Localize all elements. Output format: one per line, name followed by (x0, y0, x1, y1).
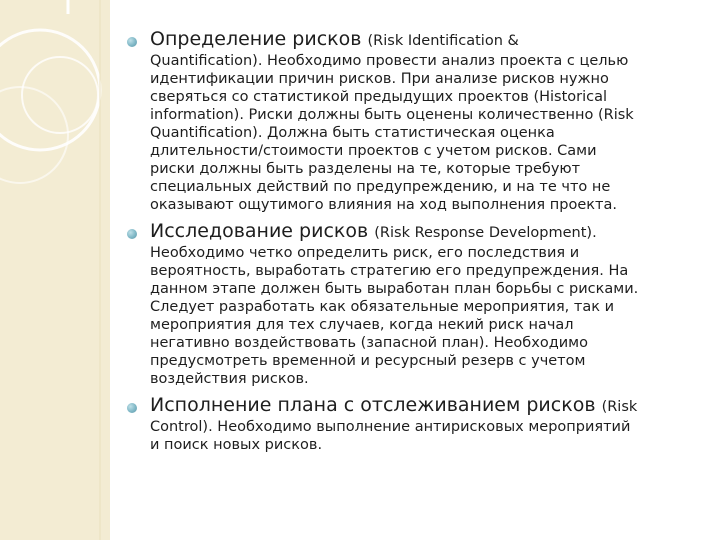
bullet-body: Control). Необходимо выполнение антирисковых мероприятий и поиск новых рисков. (150, 419, 631, 453)
bullet-risk-identification (124, 28, 704, 214)
bullet-dot-icon (127, 229, 137, 239)
slide-content (124, 28, 704, 460)
bullet-dot-icon (127, 37, 137, 47)
bullet-body: Quantification). Необходимо провести анализ проекта с целью идентификации причин рисков. При анализе рисков нужно сверяться со статистикой предыдущих проектов (Historical information). Риски должны быть оценены количественно (Risk Quantification). Должна быть статистическая оценка длительности/стоимости проектов с учетом рисков. Сами риски должны быть разделены на те, которые требуют специальных действий по предупреждению, и на те что не оказывают ощутимого влияния на ход выполнения проекта. (150, 53, 634, 213)
bullet-dot-icon (127, 403, 137, 413)
bullet-heading: Определение рисков (Risk Identification & (150, 28, 519, 50)
bullet-risk-response-development (124, 220, 704, 388)
bullet-body: Необходимо четко определить риск, его последствия и вероятность, выработать стратегию его предупреждения. На данном этапе должен быть выработан план борьбы с рисками. Следует разработать как обязательные мероприятия, так и мероприятия для тех случаев, когда некий риск начал негативно воздействовать (запасной план). Необходимо предусмотреть временной и ресурсный резерв с учетом воздействия рисков. (150, 245, 639, 387)
decorative-sidebar (0, 0, 110, 540)
bullet-heading: Исследование рисков (Risk Response Development). (150, 220, 597, 242)
decorative-circles (0, 0, 110, 540)
bullet-risk-control (124, 394, 704, 454)
bullet-heading: Исполнение плана с отслеживанием рисков (Risk (150, 394, 638, 416)
